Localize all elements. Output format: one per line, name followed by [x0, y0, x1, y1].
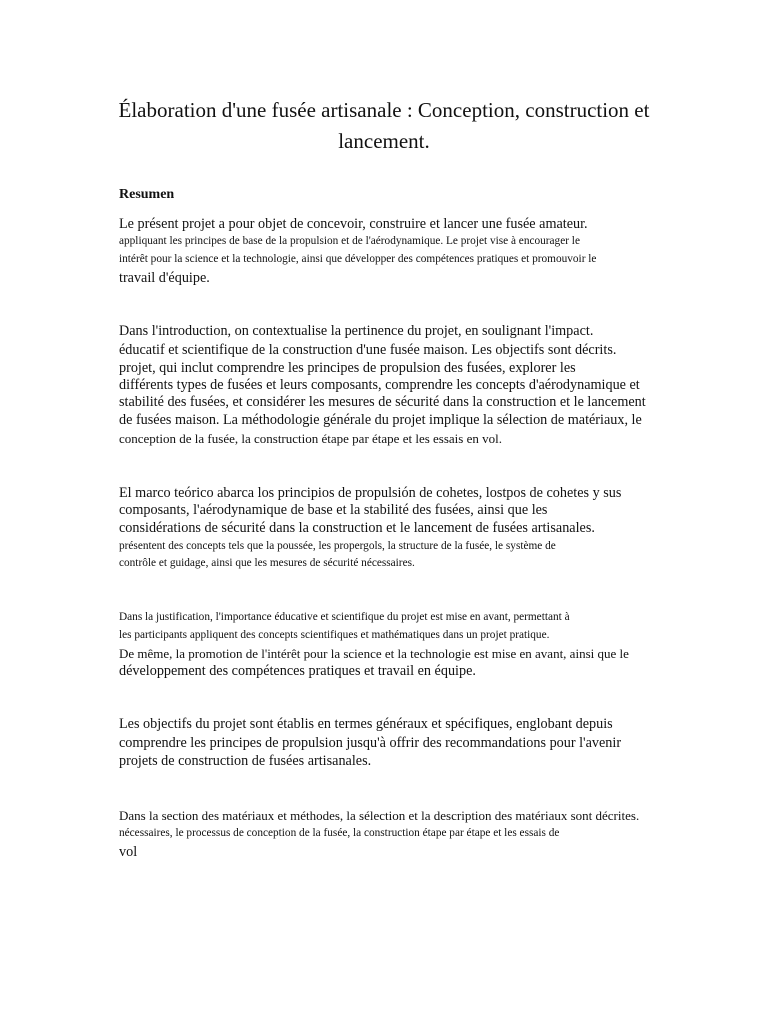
paragraph-line: nécessaires, le processus de conception de la fusée, la construction étape par étape et les essais de: [119, 827, 560, 839]
paragraph-line: Dans l'introduction, on contextualise la pertinence du projet, en soulignant l'impact.: [119, 323, 594, 339]
paragraph-line: projets de construction de fusées artisanales.: [119, 753, 372, 769]
paragraph-line: vol: [119, 844, 138, 860]
document-title-line-1: Élaboration d'une fusée artisanale : Conception, construction et: [118, 98, 650, 122]
paragraph-line: composants, l'aérodynamique de base et la stabilité des fusées, ainsi que les: [119, 502, 548, 518]
paragraph-line: développement des compétences pratiques et travail en équipe.: [119, 663, 476, 679]
paragraph-line: Dans la justification, l'importance éducative et scientifique du projet est mise en avant, permettant à: [119, 611, 570, 623]
paragraph-line: projet, qui inclut comprendre les principes de propulsion des fusées, explorer les: [119, 360, 576, 376]
paragraph-line: intérêt pour la science et la technologie, ainsi que développer des compétences pratiques et promouvoir le: [119, 253, 597, 265]
paragraph-line: De même, la promotion de l'intérêt pour la science et la technologie est mise en avant, ainsi que le: [119, 646, 629, 661]
paragraph-line: comprendre les principes de propulsion jusqu'à offrir des recommandations pour l'avenir: [119, 735, 622, 751]
paragraph-line: éducatif et scientifique de la construction d'une fusée maison. Les objectifs sont décrits.: [119, 342, 617, 358]
paragraph-line: conception de la fusée, la construction étape par étape et les essais en vol.: [119, 431, 502, 446]
paragraph-line: contrôle et guidage, ainsi que les mesures de sécurité nécessaires.: [119, 557, 415, 569]
paragraph-line: différents types de fusées et leurs composants, comprendre les concepts d'aérodynamique et: [119, 377, 640, 393]
paragraph-line: les participants appliquent des concepts scientifiques et mathématiques dans un projet pratique.: [119, 629, 550, 641]
paragraph-line: travail d'équipe.: [119, 270, 210, 286]
paragraph-line: Le présent projet a pour objet de concevoir, construire et lancer une fusée amateur.: [119, 216, 588, 232]
paragraph-line: Dans la section des matériaux et méthodes, la sélection et la description des matériaux sont décrites.: [119, 808, 640, 823]
paragraph-line: considérations de sécurité dans la construction et le lancement de fusées artisanales.: [119, 520, 595, 536]
paragraph-line: stabilité des fusées, et considérer les mesures de sécurité dans la construction et le lancement: [119, 394, 646, 410]
abstract-heading: Resumen: [119, 187, 175, 202]
paragraph-line: appliquant les principes de base de la propulsion et de l'aérodynamique. Le projet vise à encourager le: [119, 235, 580, 247]
paragraph-line: Les objectifs du projet sont établis en termes généraux et spécifiques, englobant depuis: [119, 716, 613, 732]
document-title-line-2: lancement.: [338, 129, 430, 153]
paragraph-line: de fusées maison. La méthodologie générale du projet implique la sélection de matériaux, le: [119, 412, 642, 428]
paragraph-line: présentent des concepts tels que la poussée, les propergols, la structure de la fusée, le système de: [119, 540, 556, 552]
paragraph-line: El marco teórico abarca los principios de propulsión de cohetes, lostpos de cohetes y sus: [119, 485, 622, 501]
